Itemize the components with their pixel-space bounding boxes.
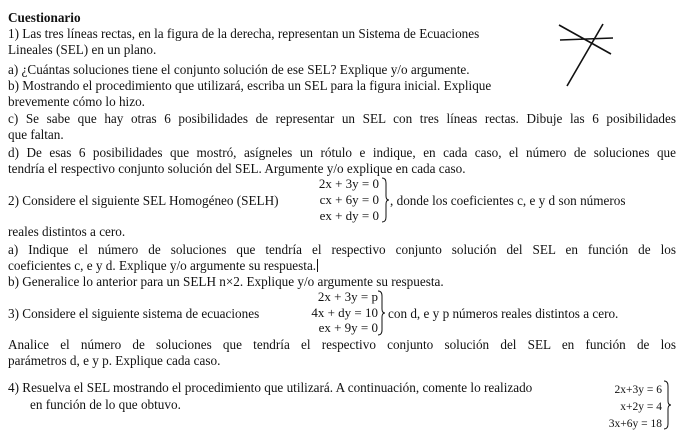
q1-b-line-2: brevemente cómo lo hizo. (8, 94, 145, 109)
q3-equation-3: ex + 9y = 0 (318, 320, 378, 335)
three-lines-figure (555, 22, 620, 92)
q2-tail: , donde los coeficientes c, e y d son números (390, 193, 626, 208)
q2-a-line-2-text: coeficientes c, e y d. Explique y/o argumente su respuesta. (8, 258, 317, 273)
q4-line-1: 4) Resuelva el SEL mostrando el procedimiento que utilizará. A continuación, comente lo realizado (8, 380, 533, 395)
q4-line-2: en función de lo que obtuvo. (30, 397, 181, 412)
q3-brace (376, 290, 386, 336)
q2-equation-2: cx + 6y = 0 (319, 192, 379, 207)
q4-equation-3: 3x+6y = 18 (608, 418, 662, 430)
q4-brace (663, 380, 672, 430)
q2-equation-3: ex + dy = 0 (319, 208, 379, 223)
q3-lead: 3) Considere el siguiente sistema de ecuaciones (8, 306, 260, 321)
q1-b-line-1: b) Mostrando el procedimiento que utilizará, escriba un SEL para la figura inicial. Explique (8, 78, 492, 93)
q2-brace (380, 177, 390, 223)
q1-a: a) ¿Cuántas soluciones tiene el conjunto solución de ese SEL? Explique y/o argumente. (8, 62, 470, 77)
q4-equation-2: x+2y = 4 (620, 401, 662, 413)
q1-line-1: 1) Las tres líneas rectas, en la figura de la derecha, representan un Sistema de Ecuaciones (8, 26, 480, 41)
q3-equation-1: 2x + 3y = p (317, 289, 378, 304)
q1-c-line-2: que faltan. (8, 127, 64, 142)
q1-d-line-2: tendría el respectivo conjunto solución del SEL. Argumente y/o explique en cada caso. (8, 161, 466, 176)
q4-equation-1: 2x+3y = 6 (614, 384, 662, 396)
q3-line-2: Analice el número de soluciones que tendría el respectivo conjunto solución del SEL en función de los (8, 337, 676, 352)
q2-a-line-2 (8, 258, 318, 273)
q2-b: b) Generalice lo anterior para un SELH n×2. Explique y/o argumente su respuesta. (8, 274, 444, 289)
q3-tail: con d, e y p números reales distintos a cero. (388, 306, 619, 321)
q1-d-line-1: d) De esas 6 posibilidades que mostró, asígneles un rótulo e indique, en cada caso, el número de soluciones que (8, 145, 676, 160)
q2-equation-1: 2x + 3y = 0 (318, 176, 379, 191)
q3-equation-2: 4x + dy = 10 (311, 305, 378, 320)
q3-line-3: parámetros d, e y p. Explique cada caso. (8, 353, 221, 368)
q1-line-2: Lineales (SEL) en un plano. (8, 42, 157, 57)
q2-lead: 2) Considere el siguiente SEL Homogéneo (SELH) (8, 193, 279, 208)
q2-a-line-1: a) Indique el número de soluciones que tendría el respectivo conjunto solución del SEL en función de los (8, 242, 676, 257)
q2-line-2: reales distintos a cero. (8, 224, 126, 239)
text-cursor (317, 259, 318, 272)
q1-c-line-1: c) Se sabe que hay otras 6 posibilidades de representar un SEL con tres líneas rectas. Dibuje las 6 posibilidades (8, 111, 676, 126)
title: Cuestionario (8, 10, 81, 25)
